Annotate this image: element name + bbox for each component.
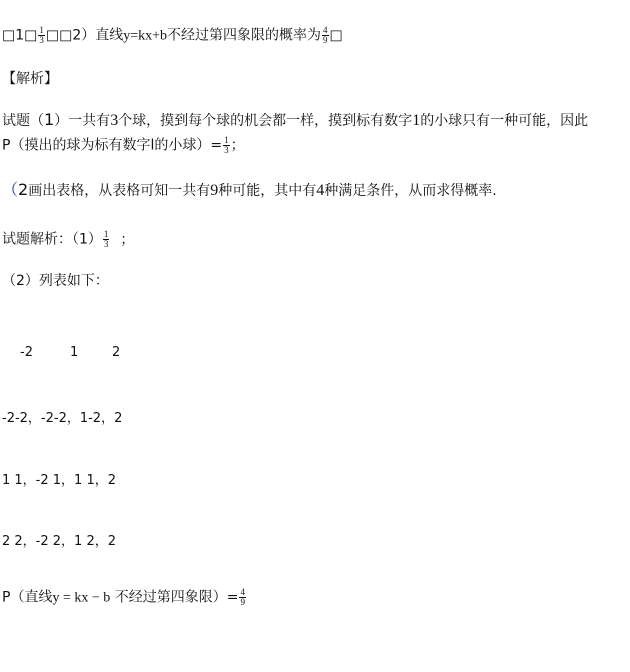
fraction-one-third: $\frac{1}{3}$ [103, 229, 109, 249]
p4-a: 试题解析：（1） [2, 231, 102, 248]
question-line [2, 26, 343, 46]
p2-a: P（摸出的球为标有数字l的小球）= [2, 137, 223, 154]
p3-n2: 9 [210, 182, 219, 199]
p6-a: P（直线 [2, 589, 53, 606]
q-prefix: □1□ [2, 27, 38, 44]
p3-d: 种满足条件，从而求得概率 [324, 183, 493, 199]
q-end: □ [329, 27, 343, 44]
table-header-cell: 1 [70, 345, 79, 360]
p3-n1: 2 [18, 180, 29, 199]
analysis-heading: 【解析】 [2, 71, 58, 87]
p4-b: ； [120, 231, 135, 248]
p1-c: 个球，摸到每个球的机会都一样，摸到标有数字 [118, 113, 413, 129]
p6-equation: y = kx − b [52, 590, 111, 606]
p3-e: . [492, 183, 497, 199]
solution-part2-heading: （2）列表如下： [2, 273, 109, 289]
p6-b: 不经过第四象限）= [110, 589, 239, 606]
table-header-cell: -2 [20, 345, 33, 360]
analysis-part1-line2 [2, 136, 245, 155]
p1-n3: 1 [412, 112, 421, 129]
fraction-four-ninths: $\frac{4}{9}$ [323, 25, 328, 45]
analysis-part2 [2, 181, 497, 200]
p3-b: 画出表格，从表格可知一共有 [28, 183, 211, 199]
table-row: -2-2，-2-2，1-2，2 [2, 411, 123, 426]
analysis-part1-line1 [2, 111, 588, 130]
fraction-one-third: $\frac{1}{3}$ [39, 25, 44, 45]
solution-part1 [2, 230, 134, 249]
p1-n2: 3 [110, 112, 119, 129]
p3-a: （ [2, 180, 19, 199]
fraction-four-ninths: $\frac{4}{9}$ [240, 587, 245, 607]
p1-d: 的小球只有一种可能，因此 [420, 113, 589, 129]
p2-b: ； [230, 137, 245, 154]
probability-table [2, 345, 302, 549]
q-after: 不经过第四象限的概率为 [167, 27, 322, 44]
p1-a: 试题（ [2, 113, 44, 129]
final-probability [2, 588, 247, 608]
table-row: 2 2，-2 2，1 2，2 [2, 534, 116, 549]
p3-c: 种可能，其中有 [218, 183, 317, 199]
table-header-row [20, 345, 120, 360]
q-equation: y=kx+b [123, 28, 168, 44]
fraction-one-third: $\frac{1}{3}$ [224, 135, 229, 155]
q-middle: □□2）直线 [45, 27, 124, 44]
table-header-cell: 2 [112, 345, 121, 360]
p1-b: ）一共有 [54, 113, 111, 129]
p1-n1: 1 [44, 110, 55, 129]
table-row: 1 1，-2 1，1 1，2 [2, 473, 116, 488]
p3-n3: 4 [316, 182, 325, 199]
